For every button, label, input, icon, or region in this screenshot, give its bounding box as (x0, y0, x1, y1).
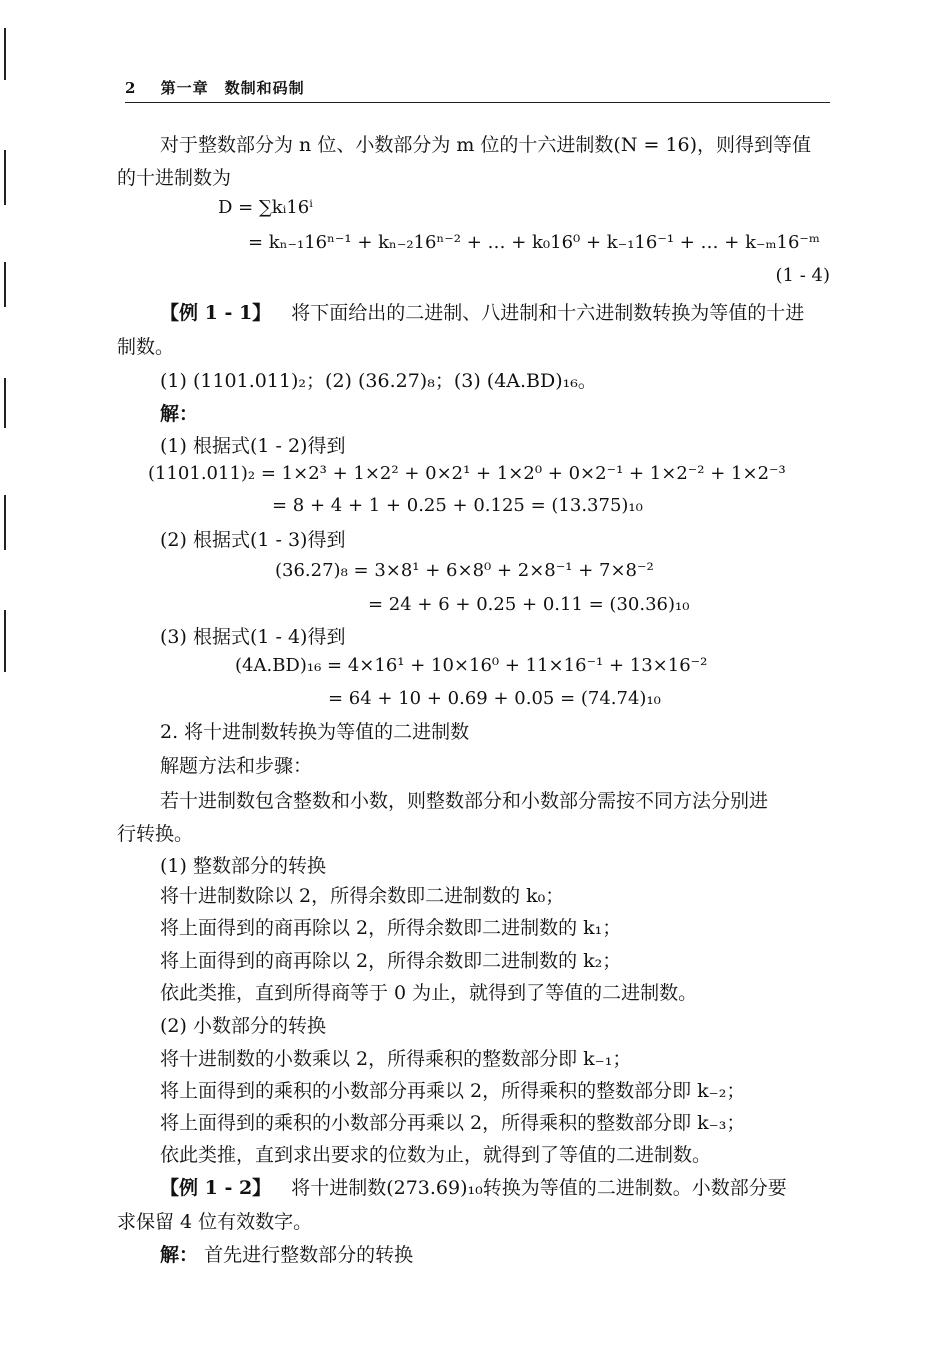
section2-frac3: 将上面得到的乘积的小数部分再乘以 2，所得乘积的整数部分即 k₋₃； (160, 1112, 746, 1134)
example1-calc3b: = 64 + 10 + 0.69 + 0.05 = (74.74)₁₀ (328, 688, 661, 709)
example1-step2: (2) 根据式(1 - 3)得到 (160, 529, 346, 551)
example1-text2: 制数。 (117, 336, 175, 358)
section2-int1: 将十进制数除以 2，所得余数即二进制数的 k₀； (160, 885, 565, 907)
chapter-title: 第一章 数制和码制 (160, 79, 305, 97)
section2-frac2: 将上面得到的乘积的小数部分再乘以 2，所得乘积的整数部分即 k₋₂； (160, 1080, 746, 1102)
formula-number: (1 - 4) (775, 265, 830, 286)
section2-intro2: 行转换。 (117, 823, 194, 845)
example1-step3: (3) 根据式(1 - 4)得到 (160, 626, 346, 648)
example2-solution-text: 首先进行整数部分的转换 (204, 1244, 414, 1266)
section2-method: 解题方法和步骤： (160, 755, 313, 777)
section2-int3: 将上面得到的商再除以 2，所得余数即二进制数的 k₂； (160, 950, 622, 972)
scan-edge-bar (4, 495, 6, 550)
scan-edge-bar (4, 262, 6, 307)
example2-text1: 将十进制数(273.69)₁₀转换为等值的二进制数。小数部分要 (291, 1177, 787, 1199)
scan-edge-bar (4, 378, 6, 428)
section2-frac1: 将十进制数的小数乘以 2，所得乘积的整数部分即 k₋₁； (160, 1048, 632, 1070)
example1-calc2b: = 24 + 6 + 0.25 + 0.11 = (30.36)₁₀ (368, 594, 690, 615)
example1-text1: 将下面给出的二进制、八进制和十六进制数转换为等值的十进 (291, 302, 805, 324)
example1-solution-label: 解： (160, 403, 199, 425)
section2-int-title: (1) 整数部分的转换 (160, 855, 326, 877)
section2-int4: 依此类推，直到所得商等于 0 为止，就得到了等值的二进制数。 (160, 982, 698, 1004)
formula-line2: = kₙ₋₁16ⁿ⁻¹ + kₙ₋₂16ⁿ⁻² + … + k₀16⁰ + k₋₁16⁻¹ + … + k₋ₘ16⁻ᵐ (248, 232, 820, 253)
scan-edge-bar (4, 150, 6, 205)
section2-intro1: 若十进制数包含整数和小数，则整数部分和小数部分需按不同方法分别进 (160, 790, 769, 812)
example1-step1: (1) 根据式(1 - 2)得到 (160, 435, 346, 457)
para1-line2: 的十进制数为 (117, 167, 232, 189)
para1-line1: 对于整数部分为 n 位、小数部分为 m 位的十六进制数(N = 16)，则得到等值 (160, 134, 812, 156)
scan-edge-bar (4, 610, 6, 672)
section2-frac4: 依此类推，直到求出要求的位数为止，就得到了等值的二进制数。 (160, 1144, 712, 1166)
example1-label: 【例 1 - 1】 (160, 302, 272, 324)
example2-solution-label: 解： (160, 1244, 199, 1266)
example1-calc1a: (1101.011)₂ = 1×2³ + 1×2² + 0×2¹ + 1×2⁰ + 0×2⁻¹ + 1×2⁻² + 1×2⁻³ (148, 463, 786, 484)
section2-frac-title: (2) 小数部分的转换 (160, 1015, 326, 1037)
example1-calc3a: (4A.BD)₁₆ = 4×16¹ + 10×16⁰ + 11×16⁻¹ + 13×16⁻² (235, 655, 708, 676)
example1-calc1b: = 8 + 4 + 1 + 0.25 + 0.125 = (13.375)₁₀ (272, 495, 643, 516)
example1-calc2a: (36.27)₈ = 3×8¹ + 6×8⁰ + 2×8⁻¹ + 7×8⁻² (275, 560, 654, 581)
section2-int2: 将上面得到的商再除以 2，所得余数即二进制数的 k₁； (160, 917, 622, 939)
section2-title: 2. 将十进制数转换为等值的二进制数 (160, 721, 470, 743)
example2-text2: 求保留 4 位有效数字。 (117, 1211, 313, 1233)
example1-items: (1) (1101.011)₂；(2) (36.27)₈；(3) (4A.BD)₁₆。 (160, 370, 597, 392)
header-rule (125, 102, 830, 103)
formula-line1: D = ∑kᵢ16ⁱ (218, 197, 313, 218)
scan-edge-bar (4, 28, 6, 80)
running-header (125, 77, 305, 98)
page-number: 2 (125, 79, 137, 97)
example2-label: 【例 1 - 2】 (160, 1177, 272, 1199)
